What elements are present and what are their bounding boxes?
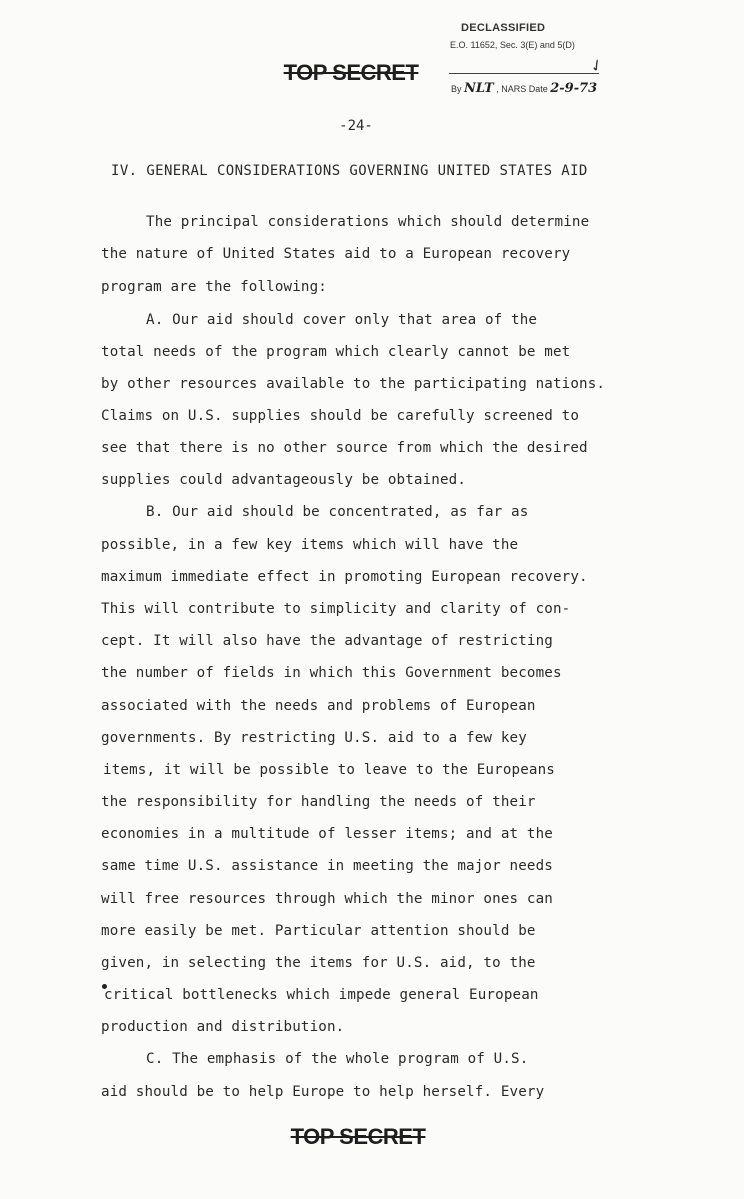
body-line: C. The emphasis of the whole program of U.S.: [146, 1051, 529, 1067]
body-line: production and distribution.: [101, 1019, 345, 1035]
body-line: supplies could advantageously be obtained.: [101, 472, 467, 488]
body-line: possible, in a few key items which will have the: [101, 537, 519, 553]
body-line: more easily be met. Particular attention should be: [101, 923, 536, 939]
body-line: associated with the needs and problems of European: [101, 698, 536, 714]
by-value: NLT: [464, 81, 494, 96]
body-line: critical bottlenecks which impede general European: [104, 987, 539, 1003]
body-line: This will contribute to simplicity and clarity of con-: [101, 601, 571, 617]
classification-header: TOP SECRET: [283, 60, 419, 85]
page-number: -24-: [339, 118, 373, 134]
body-line: the number of fields in which this Government becomes: [101, 665, 562, 681]
declassified-title: DECLASSIFIED: [461, 22, 546, 34]
body-line: total needs of the program which clearly cannot be met: [101, 344, 571, 360]
body-line: program are the following:: [101, 279, 327, 295]
body-line: B. Our aid should be concentrated, as far as: [146, 504, 529, 520]
body-line: same time U.S. assistance in meeting the major needs: [101, 858, 553, 874]
classification-footer: TOP SECRET: [290, 1124, 426, 1149]
section-heading: IV. GENERAL CONSIDERATIONS GOVERNING UNITED STATES AID: [111, 163, 588, 179]
body-line: Claims on U.S. supplies should be carefully screened to: [101, 408, 580, 424]
body-line: governments. By restricting U.S. aid to a few key: [101, 730, 527, 746]
nars-date-label: , NARS Date: [496, 84, 548, 94]
body-line: economies in a multitude of lesser items; and at the: [101, 826, 553, 842]
body-line: cept. It will also have the advantage of restricting: [101, 633, 553, 649]
body-line: the nature of United States aid to a European recovery: [101, 246, 571, 262]
nars-date-value: 2-9-73: [550, 81, 598, 96]
body-line: The principal considerations which should determine: [146, 214, 590, 230]
body-line: maximum immediate effect in promoting European recovery.: [101, 569, 588, 585]
body-line: the responsibility for handling the needs of their: [101, 794, 536, 810]
body-line: items, it will be possible to leave to the Europeans: [103, 762, 555, 778]
body-line: given, in selecting the items for U.S. aid, to the: [101, 955, 536, 971]
body-line: aid should be to help Europe to help herself. Every: [101, 1084, 545, 1100]
body-line: by other resources available to the participating nations.: [101, 376, 606, 392]
body-line: A. Our aid should cover only that area of the: [146, 312, 538, 328]
by-label: By: [451, 84, 462, 94]
declassified-authority: E.O. 11652, Sec. 3(E) and 5(D): [450, 40, 575, 50]
pen-check-mark-icon: ✓: [586, 53, 608, 78]
body-line: will free resources through which the minor ones can: [101, 891, 553, 907]
body-line: see that there is no other source from which the desired: [101, 440, 588, 456]
